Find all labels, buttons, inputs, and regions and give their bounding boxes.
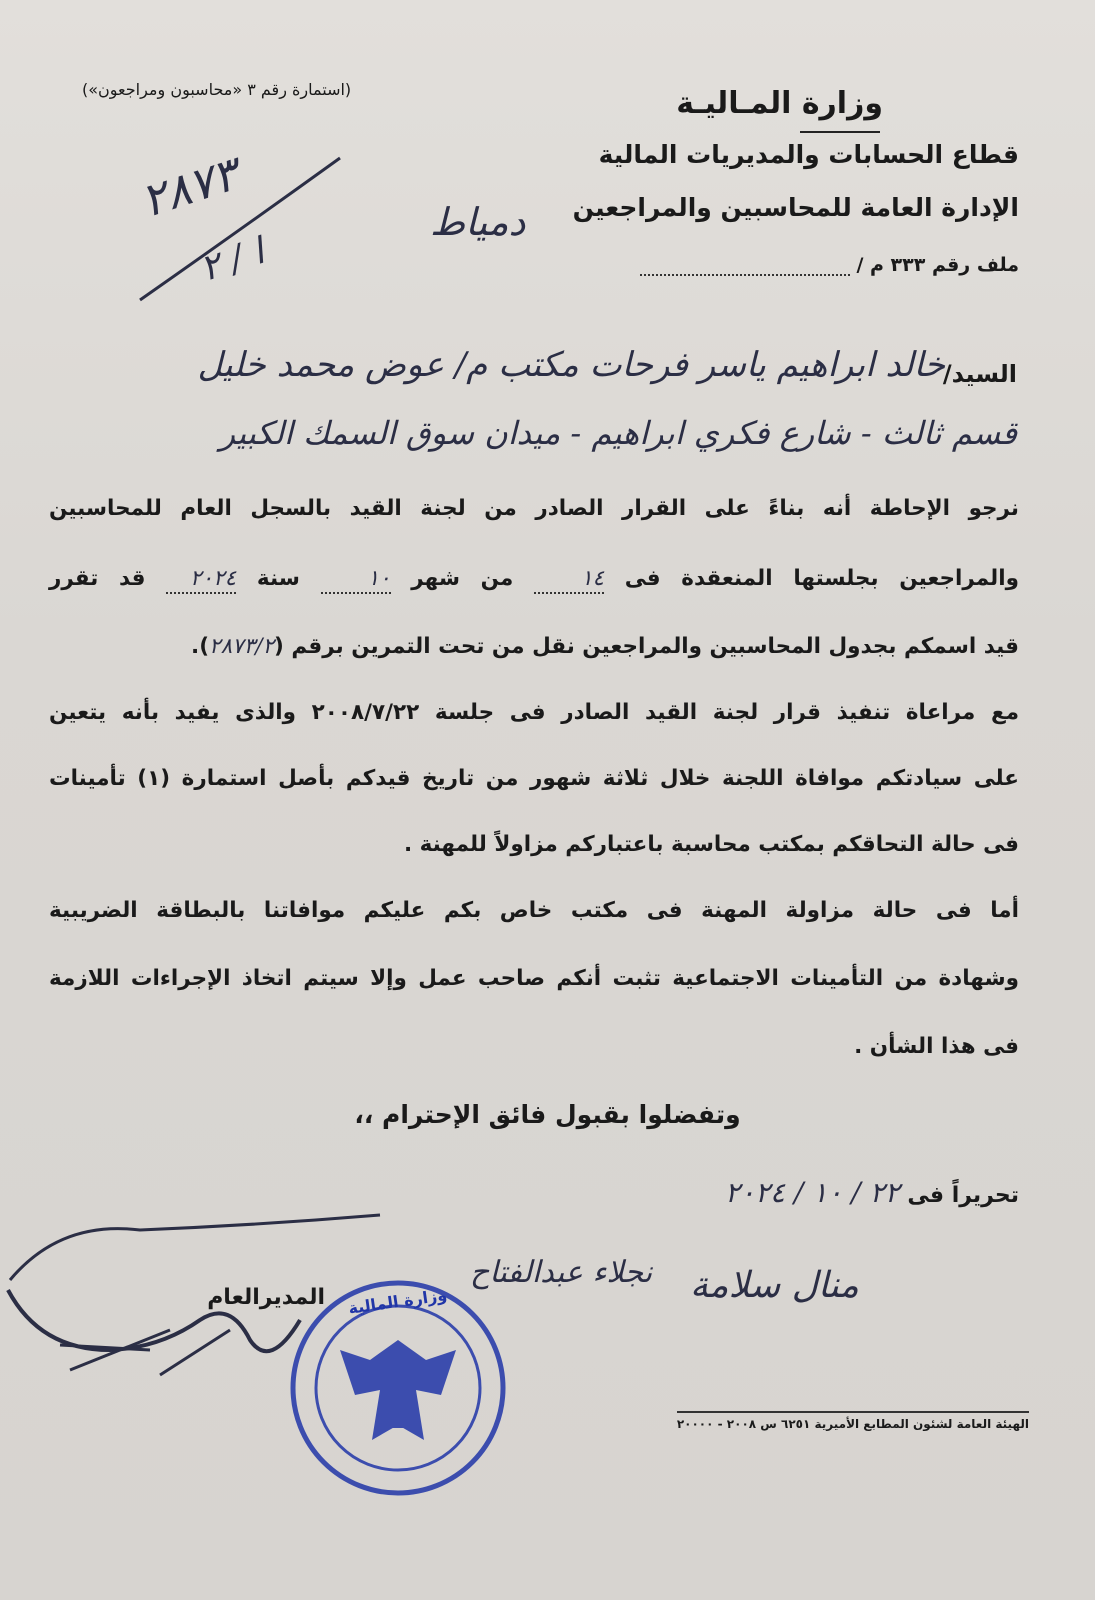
issue-date-label: تحريراً فى [907, 1183, 1019, 1208]
department-name: الإدارة العامة للمحاسبين والمراجعين [572, 193, 1019, 222]
director-title: المديرالعام [207, 1285, 325, 1310]
printer-note: الهيئة العامة لشئون المطابع الأميرية ٦٢٥١ س ٢٠٠٨ - ٢٠٠٠٠ [677, 1411, 1029, 1431]
body-text: قيد اسمكم بجدول المحاسبين والمراجعين نقل من تحت التمرين برقم ( [274, 634, 1019, 659]
handwritten-city: دمياط [430, 200, 526, 244]
form-number-label: (استمارة رقم ٣ «محاسبون ومراجعون») [82, 80, 352, 99]
body-line: وشهادة من التأمينات الاجتماعية تثبت أنكم صاحب عمل وإلا سيتم اتخاذ الإجراءات اللازمة [49, 966, 1019, 991]
sector-name: قطاع الحسابات والمديريات المالية [598, 140, 1019, 169]
handwritten-registration-sub: ا / ٢ [195, 231, 270, 290]
body-line: على سيادتكم موافاة اللجنة خلال ثلاثة شهور من تاريخ قيدكم بأصل استمارة (١) تأمينات [49, 766, 1019, 791]
registration-number: ٢٨٧٣/٢ [209, 634, 275, 659]
session-day: ١٤ [534, 566, 604, 594]
recipient-title: السيد/ [942, 360, 1017, 388]
registration-slash [140, 158, 340, 300]
body-line: فى حالة التحاقكم بمكتب محاسبة باعتباركم مزاولاً للمهنة . [403, 832, 1019, 857]
official-stamp [293, 1283, 503, 1493]
body-text: والمراجعين بجلستها المنعقدة فى [624, 566, 1019, 591]
body-line: أما فى حالة مزاولة المهنة فى مكتب خاص بكم عليكم موافاتنا بالبطاقة الضريبية [49, 898, 1019, 923]
session-year: ٢٠٢٤ [166, 566, 236, 594]
body-text: سنة [256, 566, 300, 591]
ministry-name: وزارة المـاليـة [676, 86, 883, 121]
handwritten-registration-mark: ٢٨٧٣ [134, 146, 245, 228]
recipient-name: خالد ابراهيم ياسر فرحات مكتب م/ عوض محمد خليل [197, 345, 945, 385]
session-month: ١٠ [321, 566, 391, 594]
stamp-text: وزارة المالية [347, 1285, 449, 1318]
body-text: ). [191, 634, 210, 659]
body-text: من شهر [411, 566, 514, 591]
body-line: فى هذا الشأن . [854, 1034, 1019, 1059]
handwritten-signature-2: منال سلامة [690, 1265, 859, 1306]
body-line: نرجو الإحاطة أنه بناءً على القرار الصادر من لجنة القيد بالسجل العام للمحاسبين [49, 496, 1019, 521]
handwritten-signature-1: نجلاء عبدالفتاح [470, 1255, 653, 1290]
issue-date-value: ٢٢ / ١٠ / ٢٠٢٤ [724, 1176, 900, 1209]
body-text: قد تقرر [49, 566, 146, 591]
file-number-label: ملف رقم ٣٣٣ م / [856, 254, 1019, 276]
body-line: مع مراعاة تنفيذ قرار لجنة القيد الصادر فى جلسة ٢٠٠٨/٧/٢٢ والذى يفيد بأنه يتعين [49, 700, 1020, 725]
closing-phrase: وتفضلوا بقبول فائق الإحترام ،، [354, 1100, 741, 1129]
recipient-address: قسم ثالث - شارع فكري ابراهيم - ميدان سوق السمك الكبير [219, 414, 1017, 452]
